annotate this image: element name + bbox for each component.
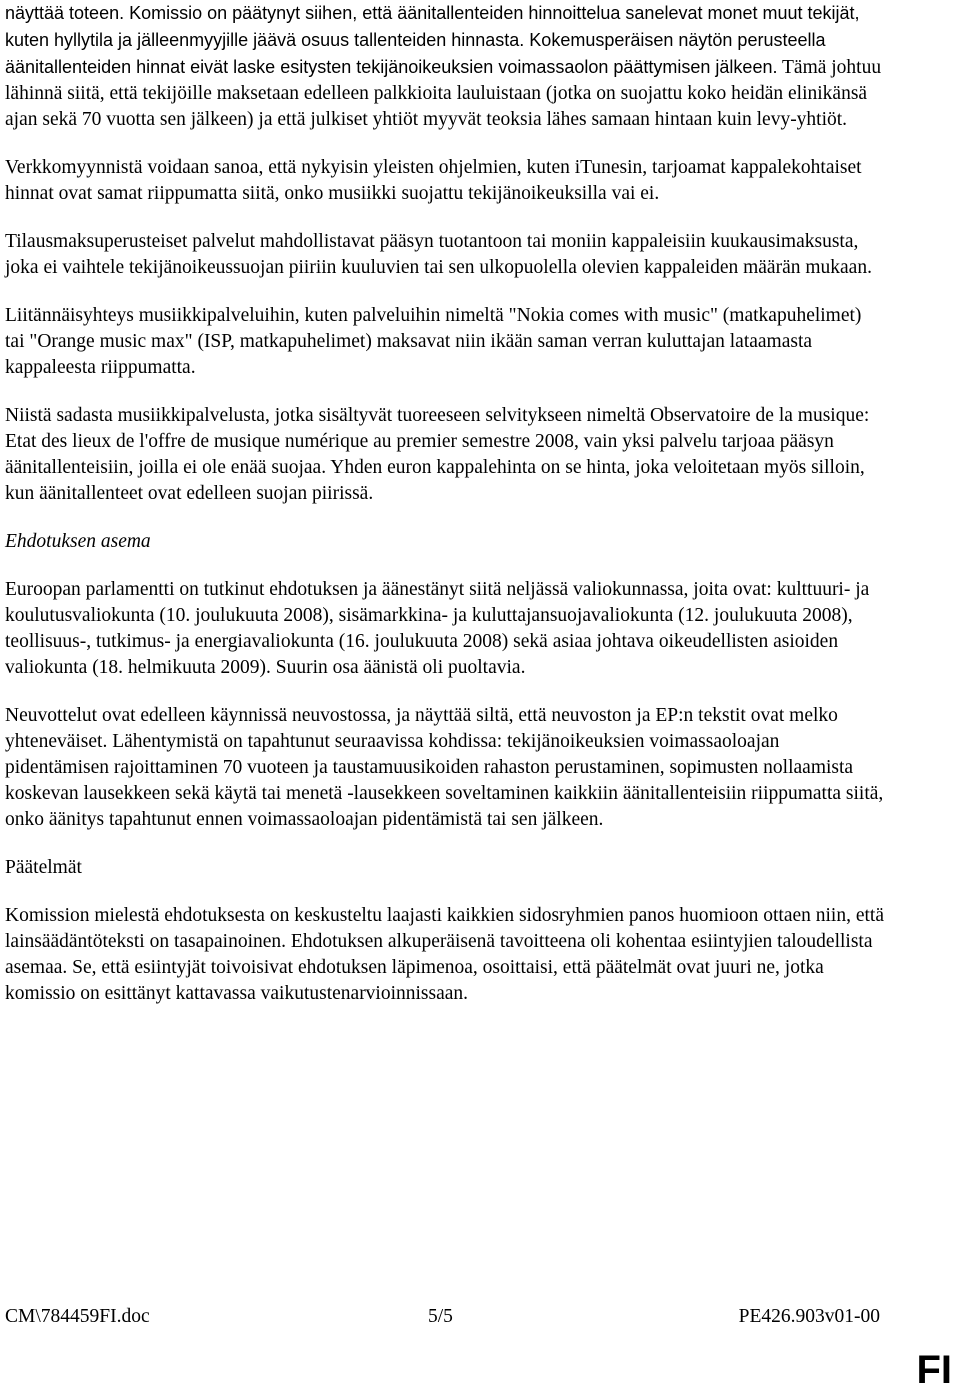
footer-page-number: 5/5 bbox=[428, 1306, 453, 1327]
document-body bbox=[5, 0, 885, 1029]
paragraph-bundled-access: Liitännäisyhteys musiikkipalveluihin, kuten palveluihin nimeltä "Nokia comes with music" (matkapuhelimet) tai "Orange music max" (ISP, matkapuhelimet) maksavat niin ikään saman verran kuluttajan lataamasta kappaleesta riippumatta. bbox=[5, 305, 862, 378]
paragraph-online-sales: Verkkomyynnistä voidaan sanoa, että nykyisin yleisten ohjelmien, kuten iTunesin, tarjoamat kappalekohtaiset hinnat ovat samat riippumatta siitä, onko musiikki suojattu tekijänoikeuksilla vai ei. bbox=[5, 157, 862, 204]
language-code: FI bbox=[916, 1348, 952, 1392]
paragraph-council: Neuvottelut ovat edelleen käynnissä neuvostossa, ja näyttää siltä, että neuvoston ja EP:n tekstit ovat melko yhteneväiset. Lähentymistä on tapahtunut seuraavissa kohdissa: tekijänoikeuksien voimassaoloajan pidentämisen rajoittaminen 70 vuoteen ja taustamuusikoiden rahaston perustaminen, sopimusten nollaamista koskevan lausekkeen sekä käytä tai menetä -lausekkeen soveltaminen kaikkiin äänitallenteisiin riippumatta siitä, onko äänitys tapahtunut ennen voimassaoloajan pidentämistä tai sen jälkeen. bbox=[5, 705, 884, 830]
footer-pe-reference: PE426.903v01-00 bbox=[738, 1306, 880, 1327]
page-footer bbox=[5, 1303, 880, 1331]
section-heading-conclusions: Päätelmät bbox=[5, 857, 82, 878]
paragraph-commission-view: Komission mielestä ehdotuksesta on keskusteltu laajasti kaikkien sidosryhmien panos huomioon ottaen niin, että lainsäädäntöteksti on tasapainoinen. Ehdotuksen alkuperäisenä tavoitteena oli kohentaa esiintyjien taloudellista asemaa. Se, että esiintyjät toivoisivat ehdotuksen läpimenoa, osoittaisi, että päätelmät ovat juuri ne, jotka komissio on esittänyt kattavassa vaikutustenarvioinnissaan. bbox=[5, 905, 884, 1004]
footer-document-reference: CM\784459FI.doc bbox=[5, 1306, 150, 1327]
paragraph-pricing-sans-text: näyttää toteen. Komissio on päätynyt siihen, että äänitallenteiden hinnoittelua sanelevat monet muut tekijät, kuten hyllytila ja jälleenmyyjille jäävä osuus tallenteiden hinnasta. Kokemusperäisen näytön perusteella äänitallenteiden hinnat eivät laske esitysten tekijänoikeuksien voimassaolon päättymisen jälkeen. bbox=[5, 3, 860, 77]
paragraph-subscription: Tilausmaksuperusteiset palvelut mahdollistavat pääsyn tuotantoon tai moniin kappaleisiin kuukausimaksusta, joka ei vaihtele tekijänoikeussuojan piiriin kuuluvien tai sen ulkopuolella olevien kappaleiden määrän mukaan. bbox=[5, 231, 872, 278]
paragraph-parliament: Euroopan parlamentti on tutkinut ehdotuksen ja äänestänyt siitä neljässä valiokunnassa, joita ovat: kulttuuri- ja koulutusvaliokunta (10. joulukuuta 2008), sisämarkkina- ja kuluttajansuojavaliokunta (12. joulukuuta 2008), teollisuus-, tutkimus- ja energiavaliokunta (16. joulukuuta 2008) sekä asiaa johtava oikeudellisten asioiden valiokunta (18. helmikuuta 2009). Suurin osa äänistä oli puoltavia. bbox=[5, 579, 870, 678]
paragraph-pricing-serif-text: Tämä johtuu lähinnä siitä, että tekijöille maksetaan edelleen palkkioita lauluistaan (jotka on suojattu koko heidän elinikänsä ajan sekä 70 vuotta sen jälkeen) ja että julkiset yhtiöt myyvät teoksia lähes samaan hintaan kuin levy-yhtiöt. bbox=[5, 57, 882, 130]
paragraph-pricing bbox=[5, 0, 885, 133]
section-heading-proposal-status: Ehdotuksen asema bbox=[5, 531, 151, 552]
paragraph-observatoire: Niistä sadasta musiikkipalvelusta, jotka sisältyvät tuoreeseen selvitykseen nimeltä Observatoire de la musique: Etat des lieux de l'offre de musique numérique au premier semestre 2008, vain yksi palvelu tarjoaa pääsyn äänitallenteisiin, joilla ei ole enää suojaa. Yhden euron kappalehinta on se hinta, joka veloitetaan myös silloin, kun äänitallenteet ovat edelleen suojan piirissä. bbox=[5, 405, 870, 504]
